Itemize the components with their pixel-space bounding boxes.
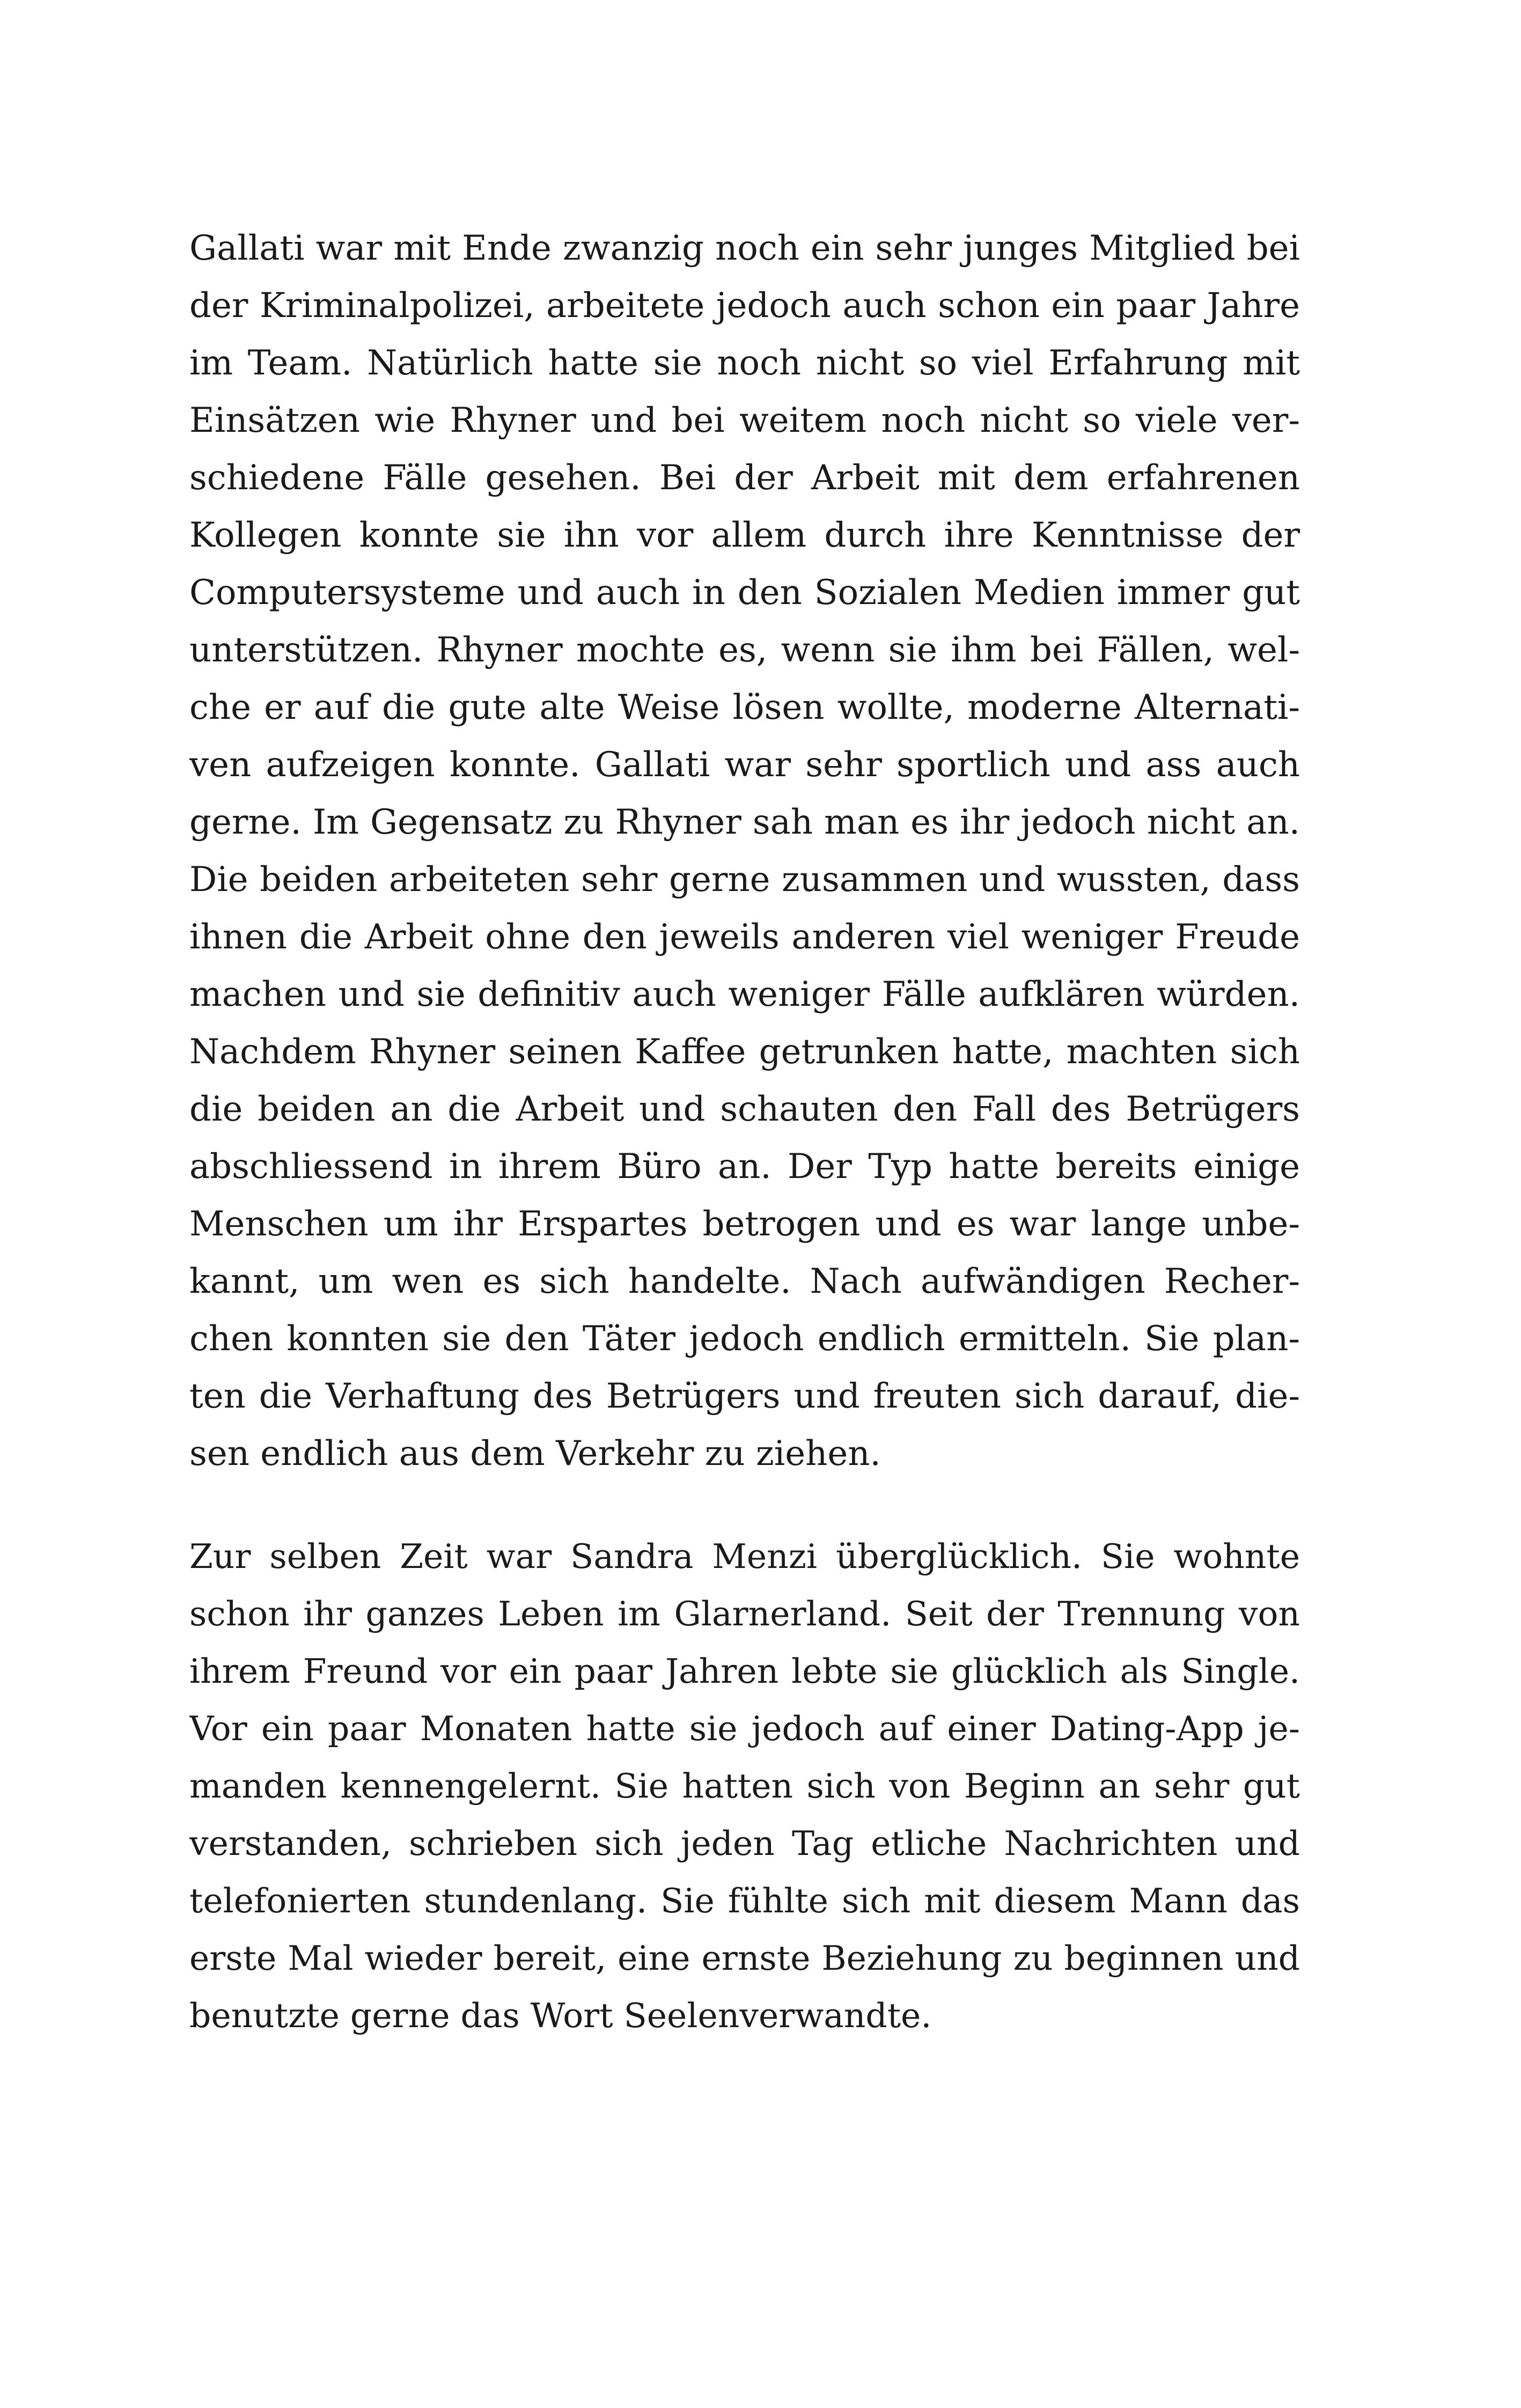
paragraph-1 [189, 220, 1300, 1483]
text-line: chen konnten sie den Täter jedoch endlich ermitteln. Sie plan- [189, 1319, 1300, 1359]
text-line: unterstützen. Rhyner mochte es, wenn sie ihm bei Fällen, wel- [189, 630, 1300, 670]
text-line: Die beiden arbeiteten sehr gerne zusammen und wussten, dass [189, 860, 1300, 900]
text-line: verstanden, schrieben sich jeden Tag etliche Nachrichten und [189, 1824, 1300, 1863]
text-line: benutzte gerne das Wort Seelenverwandte. [189, 1996, 932, 2035]
text-line: im Team. Natürlich hatte sie noch nicht so viel Erfahrung mit [189, 343, 1300, 383]
text-line: Computersysteme und auch in den Sozialen Medien immer gut [189, 573, 1300, 613]
text-line: ven aufzeigen konnte. Gallati war sehr sportlich und ass auch [189, 745, 1300, 785]
text-line: Gallati war mit Ende zwanzig noch ein sehr junges Mitglied bei [189, 229, 1300, 268]
text-line: schiedene Fälle gesehen. Bei der Arbeit mit dem erfahrenen [189, 458, 1300, 498]
text-line: machen und sie definitiv auch weniger Fälle aufklären würden. [189, 975, 1300, 1014]
text-line: Kollegen konnte sie ihn vor allem durch ihre Kenntnisse der [189, 516, 1300, 555]
text-line: ihrem Freund vor ein paar Jahren lebte sie glücklich als Single. [189, 1652, 1300, 1691]
text-line: manden kennengelernt. Sie hatten sich von Beginn an sehr gut [189, 1766, 1300, 1806]
text-line: Menschen um ihr Erspartes betrogen und es war lange unbe- [189, 1204, 1300, 1244]
text-line: ten die Verhaftung des Betrügers und freuten sich darauf, die- [189, 1376, 1300, 1416]
text-line: ihnen die Arbeit ohne den jeweils anderen viel weniger Freude [189, 917, 1300, 957]
text-line: sen endlich aus dem Verkehr zu ziehen. [189, 1434, 881, 1474]
text-line: Einsätzen wie Rhyner und bei weitem noch nicht so viele ver- [189, 401, 1300, 440]
text-line: abschliessend in ihrem Büro an. Der Typ hatte bereits einige [189, 1147, 1300, 1187]
text-line: Zur selben Zeit war Sandra Menzi überglücklich. Sie wohnte [189, 1537, 1300, 1576]
text-line: die beiden an die Arbeit und schauten den Fall des Betrügers [189, 1089, 1300, 1129]
text-line: erste Mal wieder bereit, eine ernste Beziehung zu beginnen und [189, 1939, 1300, 1978]
text-line: Nachdem Rhyner seinen Kaffee getrunken hatte, machten sich [189, 1032, 1300, 1072]
text-line: gerne. Im Gegensatz zu Rhyner sah man es ihr jedoch nicht an. [189, 802, 1300, 842]
text-line: kannt, um wen es sich handelte. Nach aufwändigen Recher- [189, 1262, 1300, 1301]
text-line: telefonierten stundenlang. Sie fühlte sich mit diesem Mann das [189, 1881, 1300, 1920]
text-line: Vor ein paar Monaten hatte sie jedoch auf einer Dating-App je- [189, 1709, 1300, 1748]
text-line: schon ihr ganzes Leben im Glarnerland. Seit der Trennung von [189, 1594, 1300, 1633]
text-line: der Kriminalpolizei, arbeitete jedoch auch schon ein paar Jahre [189, 286, 1300, 326]
paragraph-2 [189, 1528, 1300, 2044]
text-line: che er auf die gute alte Weise lösen wollte, moderne Alternati- [189, 688, 1300, 727]
